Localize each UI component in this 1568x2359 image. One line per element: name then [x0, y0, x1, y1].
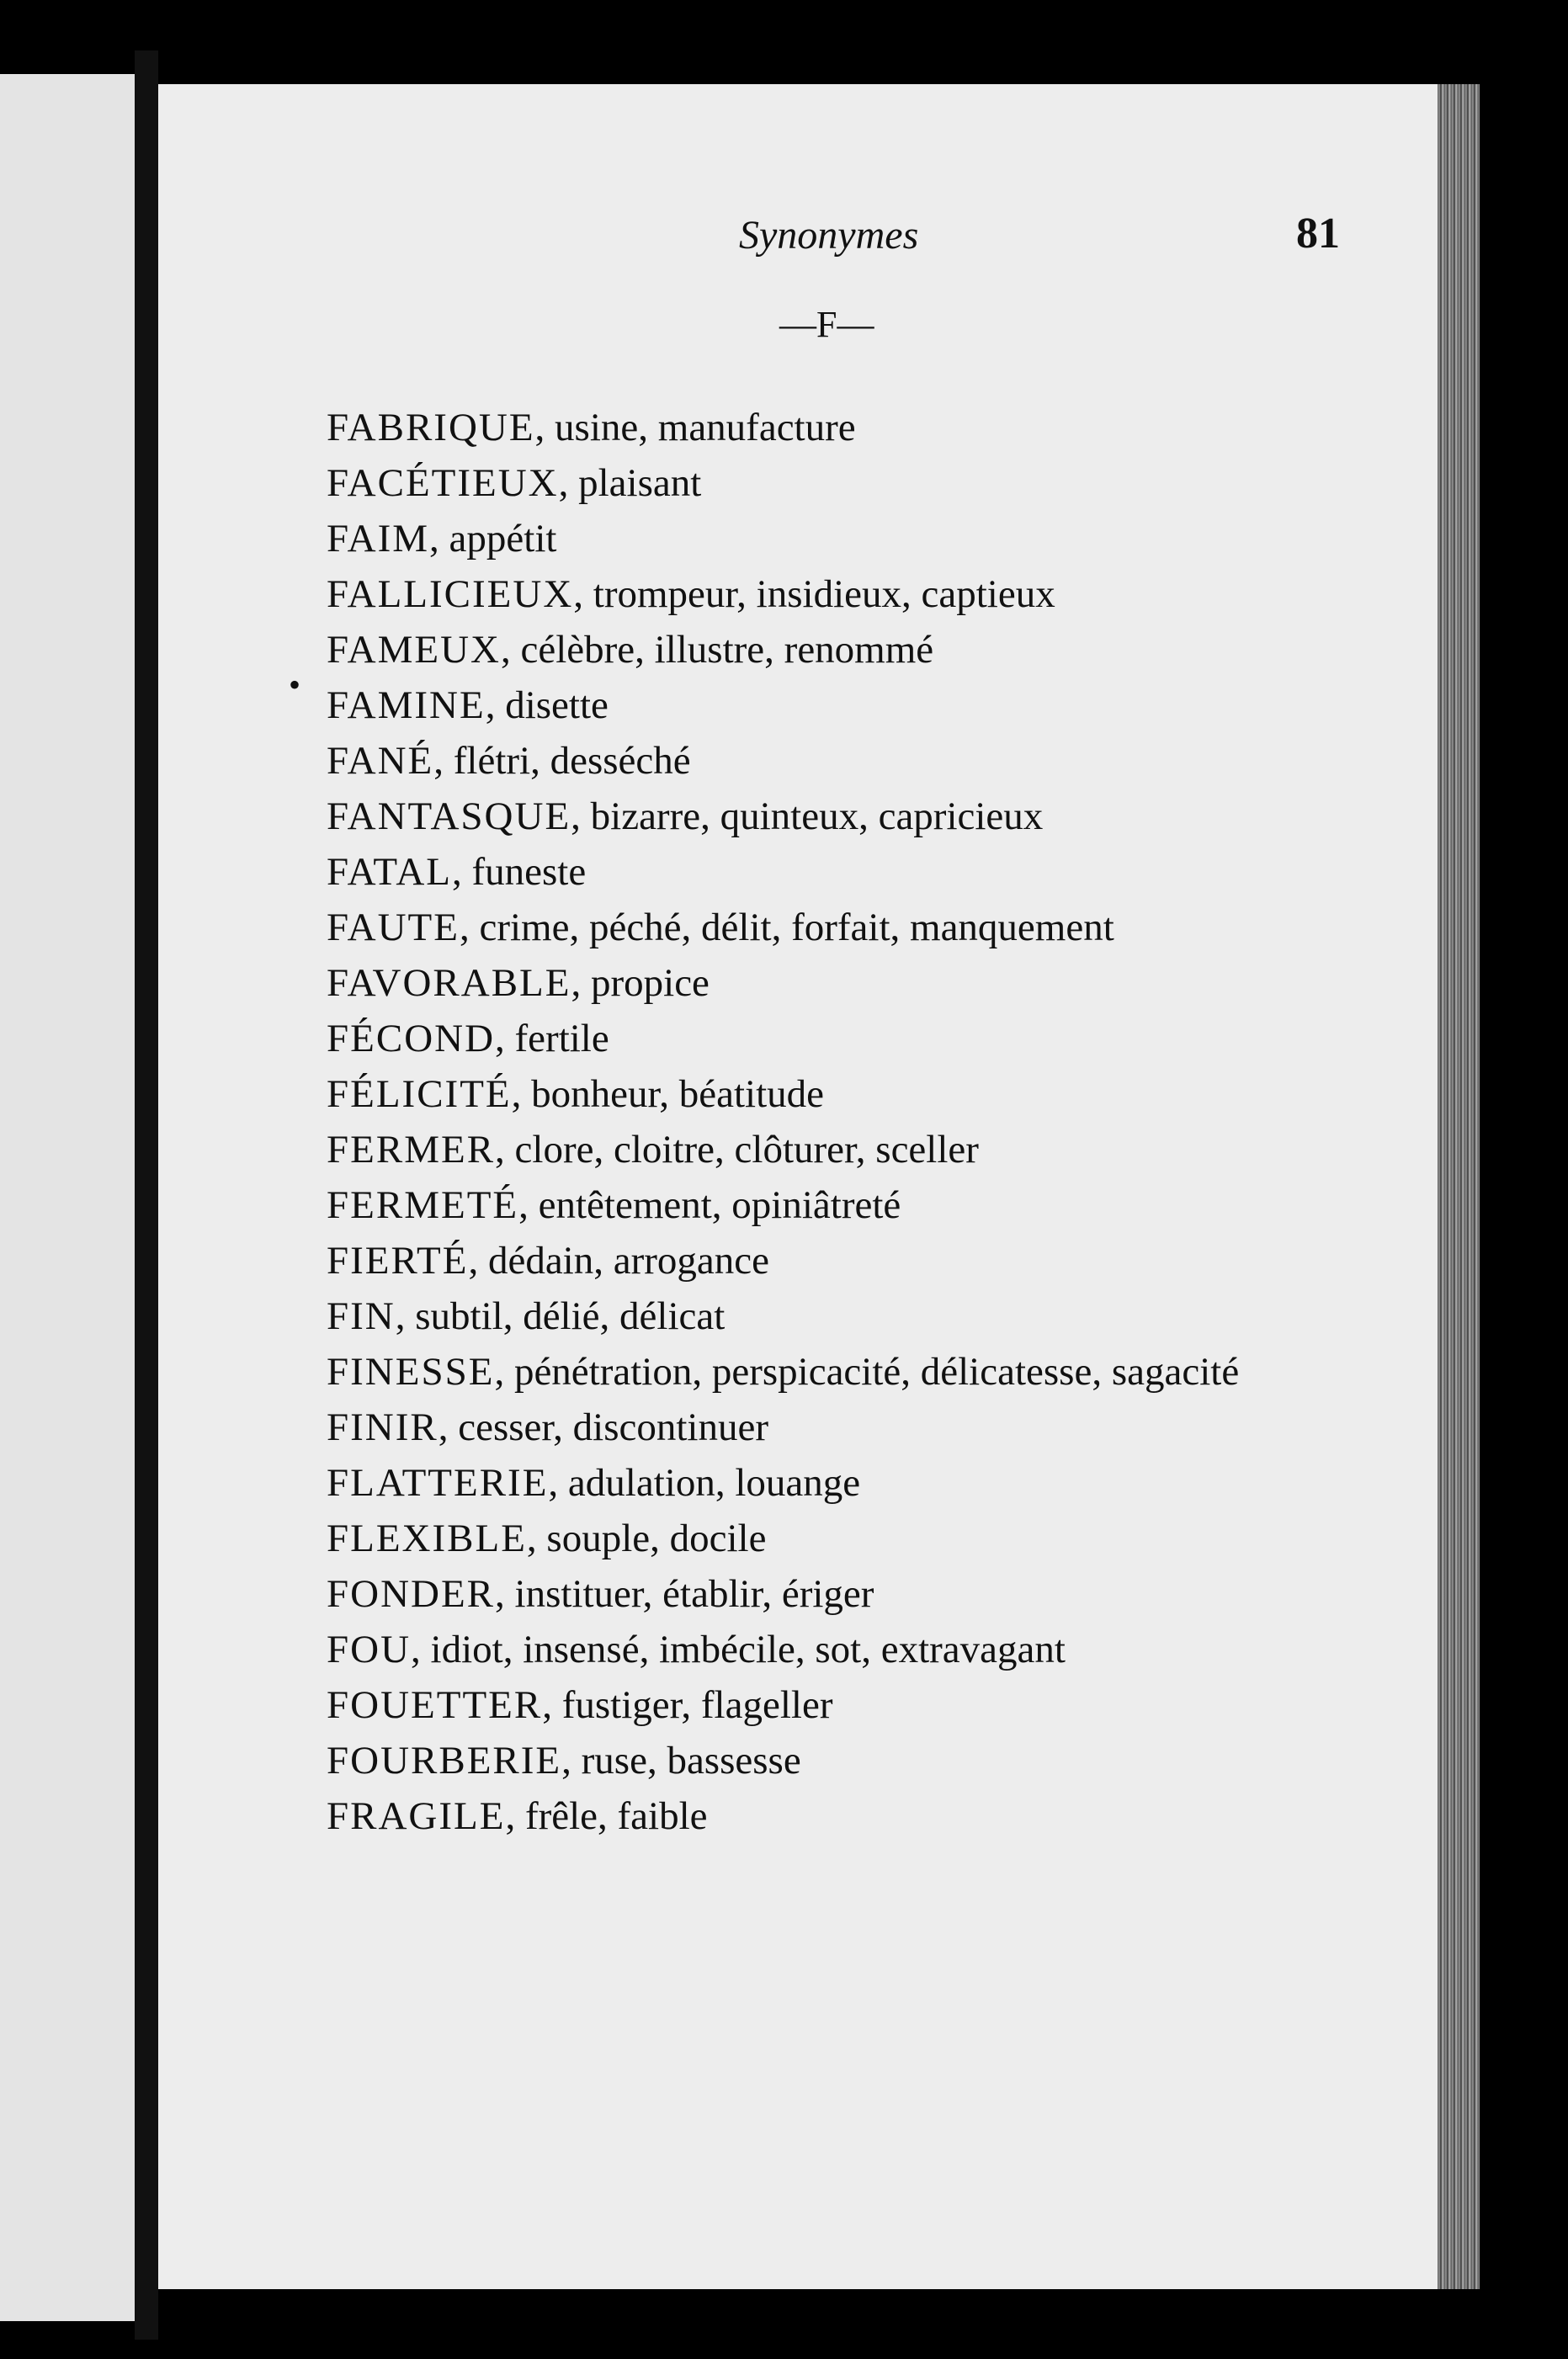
list-item: FRAGILE, frêle, faible: [327, 1794, 708, 1838]
entry-headword: FONDER: [327, 1572, 496, 1616]
entry-synonyms: clore, cloitre, clôturer, sceller: [514, 1128, 979, 1172]
list-item: FINIR, cesser, discontinuer: [327, 1405, 769, 1449]
entry-headword: FINIR: [327, 1405, 439, 1449]
list-item: FAVORABLE, propice: [327, 961, 710, 1005]
entry-headword: FAIM: [327, 517, 430, 561]
entry-headword: FOURBERIE: [327, 1739, 562, 1783]
list-item: FATAL, funeste: [327, 850, 587, 894]
list-item: FIERTÉ, dédain, arrogance: [327, 1239, 769, 1283]
entry-synonyms: adulation, louange: [567, 1461, 861, 1505]
entry-headword: FAMINE: [327, 683, 486, 727]
entry-headword: FABRIQUE: [327, 406, 535, 449]
entry-headword: FOU: [327, 1628, 412, 1671]
entry-headword: FAVORABLE: [327, 961, 571, 1005]
entry-synonyms: crime, péché, délit, forfait, manquement: [479, 906, 1114, 949]
entry-headword: FAMEUX: [327, 628, 501, 672]
list-item: FAIM, appétit: [327, 517, 557, 561]
entry-synonyms: instituer, établir, ériger: [514, 1572, 874, 1616]
entry-headword: FALLICIEUX: [327, 572, 574, 616]
entry-headword: FANÉ: [327, 739, 434, 783]
entry-synonyms: plaisant: [578, 461, 702, 505]
entry-synonyms: subtil, délié, délicat: [415, 1294, 726, 1338]
page-number: 81: [1296, 210, 1340, 258]
entry-headword: FACÉTIEUX: [327, 461, 559, 505]
list-item: FLEXIBLE, souple, docile: [327, 1517, 767, 1560]
entry-synonyms: appétit: [449, 517, 557, 561]
list-item: FAUTE, crime, péché, délit, forfait, manquement: [327, 906, 1114, 949]
entry-synonyms: frêle, faible: [524, 1794, 708, 1838]
entry-synonyms: ruse, bassesse: [581, 1739, 801, 1783]
list-item: FOU, idiot, insensé, imbécile, sot, extravagant: [327, 1628, 1066, 1671]
synonym-list: [327, 400, 1303, 1844]
entry-headword: FOUETTER: [327, 1683, 543, 1727]
list-item: FAMEUX, célèbre, illustre, renommé: [327, 628, 934, 672]
entry-synonyms: idiot, insensé, imbécile, sot, extravagant: [430, 1628, 1066, 1671]
entry-synonyms: flétri, desséché: [453, 739, 691, 783]
entry-synonyms: souple, docile: [546, 1517, 767, 1560]
entry-headword: FRAGILE: [327, 1794, 506, 1838]
entry-headword: FÉCOND: [327, 1017, 496, 1060]
list-item: FAMINE, disette: [327, 683, 609, 727]
list-item: FABRIQUE, usine, manufacture: [327, 406, 856, 449]
margin-bullet-mark: •: [289, 666, 301, 704]
entry-headword: FINESSE: [327, 1350, 495, 1394]
list-item: FOUETTER, fustiger, flageller: [327, 1683, 833, 1727]
list-item: FANTASQUE, bizarre, quinteux, capricieux: [327, 794, 1044, 838]
entry-synonyms: propice: [590, 961, 710, 1005]
entry-synonyms: fustiger, flageller: [561, 1683, 833, 1727]
section-letter-heading: —F—: [779, 304, 874, 345]
book-gutter: [135, 50, 158, 2340]
entry-headword: FIERTÉ: [327, 1239, 469, 1283]
entry-headword: FLATTERIE: [327, 1461, 549, 1505]
list-item: FÉCOND, fertile: [327, 1017, 609, 1060]
entry-synonyms: bonheur, béatitude: [531, 1072, 825, 1116]
entry-synonyms: disette: [505, 683, 609, 727]
entry-headword: FLEXIBLE: [327, 1517, 527, 1560]
list-item: FERMETÉ, entêtement, opiniâtreté: [327, 1183, 901, 1227]
entry-synonyms: usine, manufacture: [555, 406, 856, 449]
entry-synonyms: cesser, discontinuer: [458, 1405, 769, 1449]
list-item: FALLICIEUX, trompeur, insidieux, captieux: [327, 572, 1055, 616]
entry-synonyms: dédain, arrogance: [487, 1239, 769, 1283]
list-item: FÉLICITÉ, bonheur, béatitude: [327, 1072, 825, 1116]
entry-synonyms: trompeur, insidieux, captieux: [593, 572, 1055, 616]
entry-headword: FERMETÉ: [327, 1183, 519, 1227]
entry-headword: FAUTE: [327, 906, 460, 949]
entry-synonyms: funeste: [471, 850, 587, 894]
list-item: FACÉTIEUX, plaisant: [327, 461, 702, 505]
list-item: FIN, subtil, délié, délicat: [327, 1294, 726, 1338]
entry-synonyms: bizarre, quinteux, capricieux: [590, 794, 1044, 838]
list-item: FLATTERIE, adulation, louange: [327, 1461, 861, 1505]
list-item: FANÉ, flétri, desséché: [327, 739, 691, 783]
facing-page-edge: [0, 74, 135, 2321]
entry-headword: FERMER: [327, 1128, 496, 1172]
entry-headword: FIN: [327, 1294, 396, 1338]
entry-synonyms: fertile: [514, 1017, 609, 1060]
entry-synonyms: entêtement, opiniâtreté: [538, 1183, 901, 1227]
entry-synonyms: pénétration, perspicacité, délicatesse, sagacité: [513, 1350, 1240, 1394]
page-stack-edge: [1438, 84, 1480, 2289]
list-item: FERMER, clore, cloitre, clôturer, sceller: [327, 1128, 979, 1172]
entry-headword: FÉLICITÉ: [327, 1072, 512, 1116]
list-item: FONDER, instituer, établir, ériger: [327, 1572, 874, 1616]
list-item: FINESSE, pénétration, perspicacité, délicatesse, sagacité: [327, 1350, 1240, 1394]
entry-headword: FANTASQUE: [327, 794, 571, 838]
entry-headword: FATAL: [327, 850, 452, 894]
entry-synonyms: célèbre, illustre, renommé: [520, 628, 934, 672]
book-page: [158, 84, 1480, 2289]
list-item: FOURBERIE, ruse, bassesse: [327, 1739, 801, 1783]
running-head: Synonymes: [739, 213, 919, 258]
